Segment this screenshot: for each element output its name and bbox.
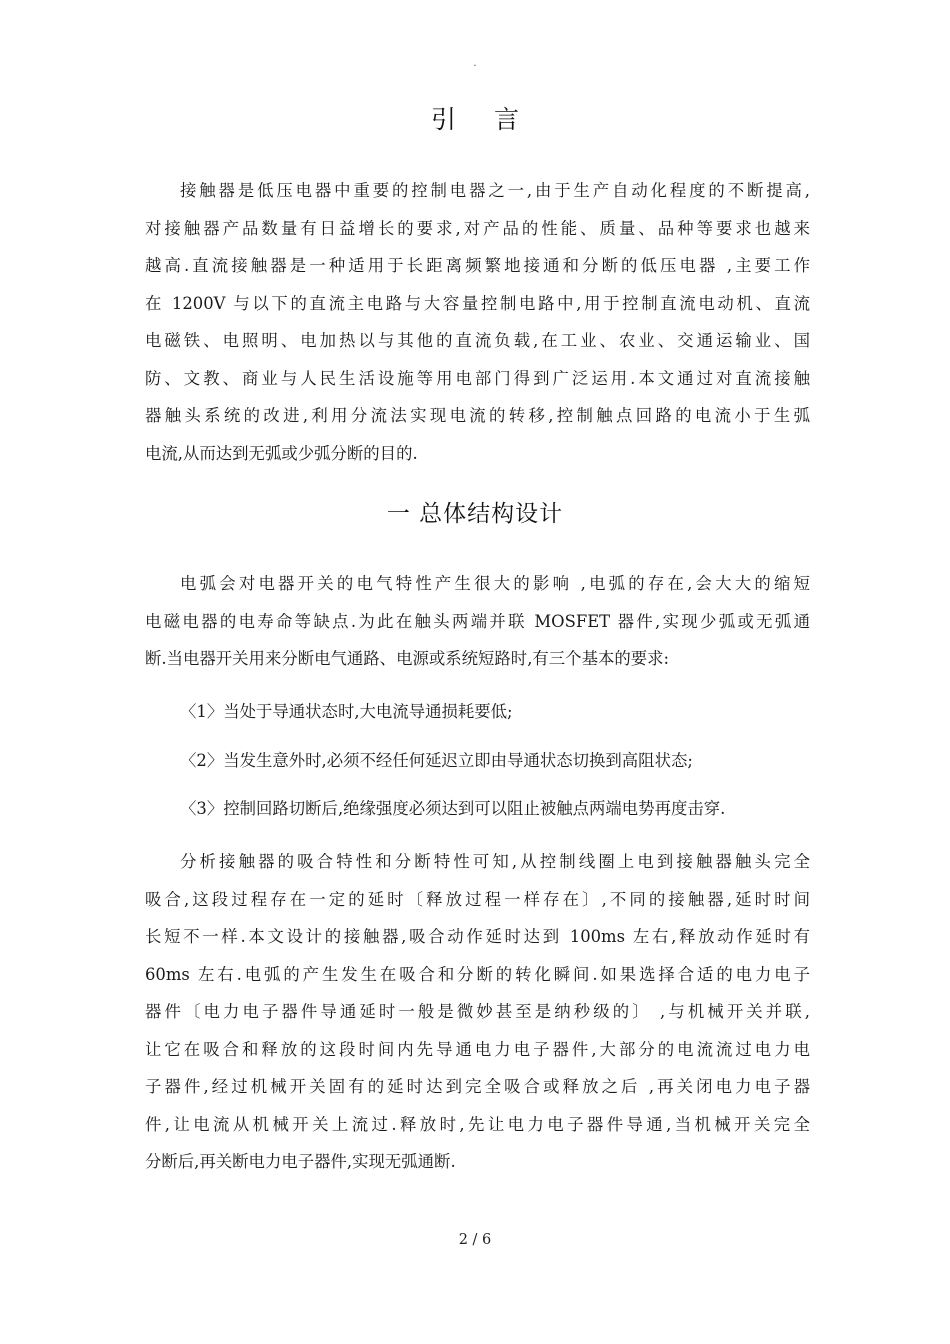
section-paragraph-2 (145, 843, 810, 1181)
text-line: 电磁铁、电照明、电加热以与其他的直流负载,在工业、农业、交通运输业、国 (145, 331, 810, 350)
text-line: 件,让电流从机械开关上流过.释放时,先让电力电子器件导通,当机械开关完全 (145, 1114, 810, 1134)
text-line: 电弧会对电器开关的电气特性产生很大的影响 ,电弧的存在,会大大的缩短 (180, 574, 810, 593)
text-line: 电流,从而达到无弧或少弧分断的目的. (145, 443, 418, 463)
text-line: 接触器是低压电器中重要的控制电器之一,由于生产自动化程度的不断提高, (180, 181, 810, 200)
text-line: 越高.直流接触器是一种适用于长距离频繁地接通和分断的低压电器 ,主要工作 (145, 256, 810, 275)
list-item: 〈2〉当发生意外时,必须不经任何延迟立即由导通状态切换到高阻状态; (180, 751, 693, 770)
text-line: 防、文教、商业与人民生活设施等用电部门得到广泛运用.本文通过对直流接触 (145, 368, 810, 388)
intro-paragraph (145, 172, 810, 472)
text-line: 在 1200V 与以下的直流主电路与大容量控制电路中,用于控制直流电动机、直流 (145, 293, 810, 313)
intro-heading: 引言 (430, 105, 557, 134)
text-line: 器件〔电力电子器件导通延时一般是微妙甚至是纳秒级的〕 ,与机械开关并联, (145, 1002, 810, 1021)
text-line: 断.当电器开关用来分断电气通路、电源或系统短路时,有三个基本的要求: (145, 649, 670, 668)
header-dot: . (473, 58, 477, 69)
section-paragraph-1 (145, 565, 810, 678)
section-heading: 一 总体结构设计 (386, 501, 564, 527)
text-line: 子器件,经过机械开关固有的延时达到完全吸合或释放之后 ,再关闭电力电子器 (145, 1077, 810, 1096)
list-item: 〈3〉控制回路切断后,绝缘强度必须达到可以阻止被触点两端电势再度击穿. (180, 799, 726, 818)
text-line: 电磁电器的电寿命等缺点.为此在触头两端并联 MOSFET 器件,实现少弧或无弧通 (145, 611, 810, 631)
text-line: 长短不一样.本文设计的接触器,吸合动作延时达到 100ms 左右,释放动作延时有 (145, 927, 810, 946)
text-line: 对接触器产品数量有日益增长的要求,对产品的性能、质量、品种等要求也越来 (145, 218, 810, 238)
text-line: 60ms 左右.电弧的产生发生在吸合和分断的转化瞬间.如果选择合适的电力电子 (145, 964, 810, 984)
text-line: 分析接触器的吸合特性和分断特性可知,从控制线圈上电到接触器触头完全 (180, 852, 810, 871)
text-line: 器触头系统的改进,利用分流法实现电流的转移,控制触点回路的电流小于生弧 (145, 406, 810, 425)
text-line: 让它在吸合和释放的这段时间内先导通电力电子器件,大部分的电流流过电力电 (145, 1039, 810, 1059)
list-item: 〈1〉当处于导通状态时,大电流导通损耗要低; (180, 702, 513, 721)
text-line: 分断后,再关断电力电子器件,实现无弧通断. (145, 1152, 456, 1171)
page-number: 2 / 6 (458, 1232, 492, 1248)
text-line: 吸合,这段过程存在一定的延时〔释放过程一样存在〕,不同的接触器,延时时间 (145, 889, 810, 909)
